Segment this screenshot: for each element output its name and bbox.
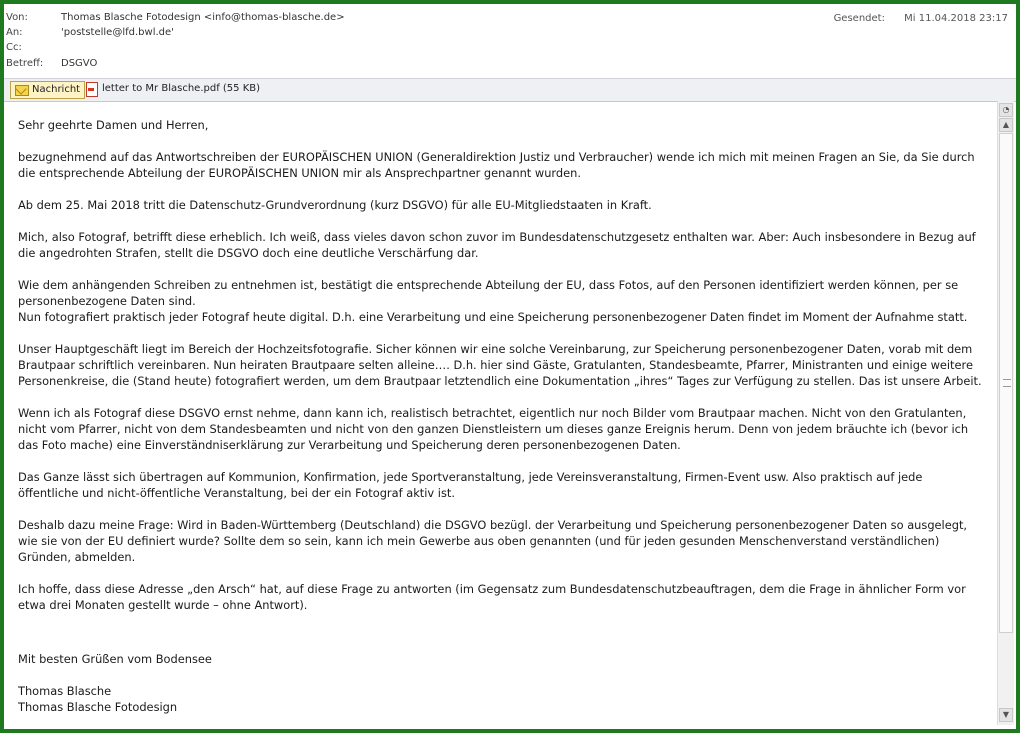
grip-icon <box>1003 379 1011 387</box>
paragraph-wedding: Unser Hauptgeschäft liegt im Bereich der Hochzeitsfotografie. Sicher können wir eine solche Vereinbarung, zur Speicherung personenbezogener Daten, vorab mit dem Brautpaar schriftlich vereinbaren. Nun heiraten Brautpaare selten alleine…. D.h. hier sind Gäste, Gratulanten, Standesbeamte, Pfarrer, Ministranten und einige weitere Personenkreise, die (Stand heute) fotografiert werden, um dem Brautpaar letztendlich eine Dokumentation „ihres“ Tages zur Verfügung zu stellen. Das ist unsere Arbeit. <box>18 342 982 388</box>
scroll-up-button[interactable]: ▲ <box>999 118 1013 132</box>
from-label: Von: <box>6 12 28 23</box>
message-tab-label: Nachricht <box>32 84 81 95</box>
pdf-attachment[interactable] <box>86 81 260 97</box>
from-value[interactable]: Thomas Blasche Fotodesign <info@thomas-blasche.de> <box>61 12 345 23</box>
signature-company: Thomas Blasche Fotodesign <box>18 700 178 714</box>
sent-label: Gesendet: <box>833 13 885 24</box>
smart-tag-icon[interactable]: ◔ <box>999 103 1013 117</box>
subject-label: Betreff: <box>6 58 44 69</box>
paragraph-hope: Ich hoffe, dass diese Adresse „den Arsch“ hat, auf diese Frage zu antworten (im Gegensatz zum Bundesdatenschutzbeauftragen, dem die Frage in ähnlicher Form vor etwa drei Monaten gestellt wurde – ohne Antwort). <box>18 582 966 612</box>
paragraph-impact: Mich, also Fotograf, betrifft diese erheblich. Ich weiß, dass vieles davon schon zuvor im Bundesdatenschutzgesetz enthalten war. Aber: Auch insbesondere in Bezug auf die angedrohten Strafen, stellt die DSGVO doch eine deutliche Verschärfung dar. <box>18 230 976 260</box>
paragraph-dsgvo-date: Ab dem 25. Mai 2018 tritt die Datenschutz-Grundverordnung (kurz DSGVO) für alle EU-Mitgliedstaaten in Kraft. <box>18 198 652 212</box>
email-header <box>4 4 1016 78</box>
to-label: An: <box>6 27 23 38</box>
cc-label: Cc: <box>6 42 22 53</box>
pdf-icon <box>86 82 98 97</box>
paragraph-intro: bezugnehmend auf das Antwortschreiben der EUROPÄISCHEN UNION (Generaldirektion Justiz und Verbraucher) wende ich mich mit meinen Fragen an Sie, da Sie durch die entsprechende Abteilung der EUROPÄISCHEN UNION mir als Ansprechpartner genannt wurden. <box>18 150 975 180</box>
vertical-scrollbar[interactable] <box>997 101 1014 725</box>
subject-value: DSGVO <box>61 58 98 69</box>
signature-name: Thomas Blasche <box>18 684 112 698</box>
sent-info <box>834 13 1008 24</box>
paragraph-question: Deshalb dazu meine Frage: Wird in Baden-Württemberg (Deutschland) die DSGVO bezügl. der Verarbeitung und Speicherung personenbezogener Daten so ausgelegt, wie sie von der EU definiert wurde? Sollte dem so sein, kann ich mein Gewerbe aus oben genannten (und für jeden gesunden Menschenverstand verständlichen) Gründen, abmelden. <box>18 518 968 564</box>
message-tab[interactable] <box>10 81 85 99</box>
envelope-icon <box>15 85 29 96</box>
email-window <box>4 4 1016 729</box>
paragraph-photos-personal-data: Wie dem anhängenden Schreiben zu entnehmen ist, bestätigt die entsprechende Abteilung der EU, dass Fotos, auf den Personen identifiziert werden können, per se personenbezogene Daten sind. <box>18 278 959 308</box>
message-body[interactable] <box>4 101 994 729</box>
paragraph-consent: Wenn ich als Fotograf diese DSGVO ernst nehme, dann kann ich, realistisch betrachtet, eigentlich nur noch Bilder vom Brautpaar machen. Nicht von den Gratulanten, nicht vom Pfarrer, nicht von dem Standesbeamten und nicht von den ganzen Dienstleistern um dieses ganze Ereignis herum. Denn von jedem bräuchte ich (bevor ich das Foto mache) eine Einverständniserklärung zur Verarbeitung und Speicherung deren personenbezogenen Daten. <box>18 406 969 452</box>
scroll-down-button[interactable]: ▼ <box>999 708 1013 722</box>
pdf-attachment-label: letter to Mr Blasche.pdf (55 KB) <box>102 83 261 94</box>
scroll-thumb[interactable] <box>999 133 1013 633</box>
closing: Mit besten Grüßen vom Bodensee <box>18 652 212 666</box>
salutation: Sehr geehrte Damen und Herren, <box>18 118 209 132</box>
to-value[interactable]: 'poststelle@lfd.bwl.de' <box>61 27 174 38</box>
paragraph-events: Das Ganze lässt sich übertragen auf Kommunion, Konfirmation, jede Sportveranstaltung, jede Vereinsveranstaltung, Firmen-Event usw. Also praktisch auf jede öffentliche und nicht-öffentliche Veranstaltung, bei der ein Fotograf aktiv ist. <box>18 470 923 500</box>
sent-value: Mi 11.04.2018 23:17 <box>904 13 1008 24</box>
paragraph-digital: Nun fotografiert praktisch jeder Fotograf heute digital. D.h. eine Verarbeitung und eine Speicherung personenbezogener Daten findet im Moment der Aufnahme statt. <box>18 310 968 324</box>
attachment-bar <box>4 78 1016 102</box>
